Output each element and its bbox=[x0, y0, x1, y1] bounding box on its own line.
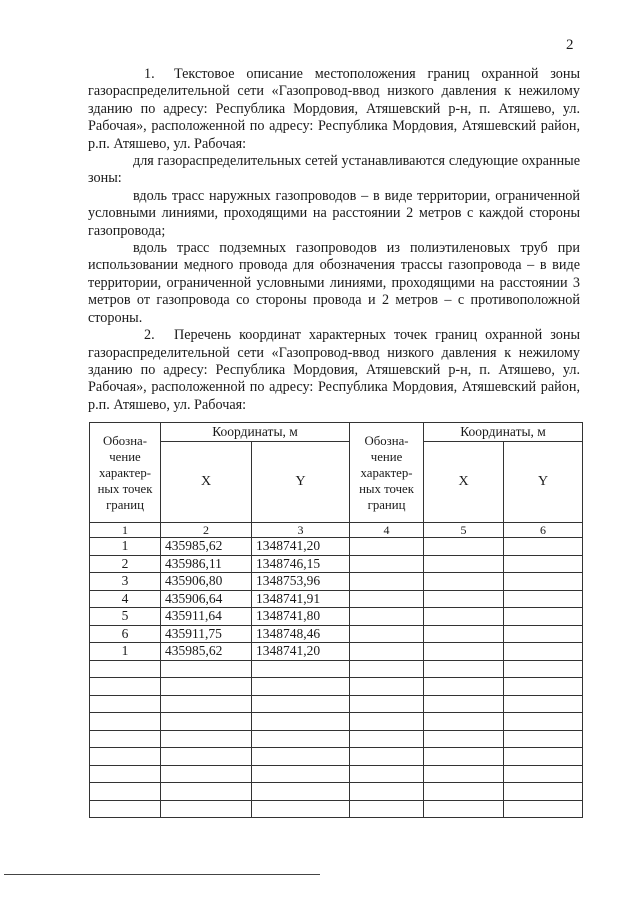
empty-cell bbox=[424, 643, 504, 661]
empty-table-row bbox=[90, 695, 583, 713]
empty-table-row bbox=[90, 713, 583, 731]
column-number-row bbox=[90, 523, 583, 538]
empty-cell bbox=[424, 573, 504, 591]
point-cell: 6 bbox=[90, 625, 161, 643]
x-cell: 435911,75 bbox=[161, 625, 252, 643]
y-cell: 1348741,91 bbox=[252, 590, 350, 608]
document-body bbox=[88, 66, 580, 414]
y-cell: 1348748,46 bbox=[252, 625, 350, 643]
empty-cell bbox=[350, 643, 424, 661]
empty-table-row bbox=[90, 765, 583, 783]
table-row bbox=[90, 555, 583, 573]
empty-cell bbox=[504, 608, 583, 626]
empty-cell bbox=[504, 643, 583, 661]
x-cell: 435985,62 bbox=[161, 538, 252, 556]
empty-cell bbox=[424, 555, 504, 573]
empty-cell bbox=[350, 608, 424, 626]
column-number: 5 bbox=[424, 523, 504, 538]
table-row bbox=[90, 625, 583, 643]
empty-cell bbox=[350, 538, 424, 556]
x-cell: 435985,62 bbox=[161, 643, 252, 661]
table-row bbox=[90, 590, 583, 608]
column-number: 3 bbox=[252, 523, 350, 538]
empty-cell bbox=[424, 538, 504, 556]
footer-divider bbox=[4, 874, 320, 875]
header-x-left: X bbox=[161, 442, 252, 523]
column-number: 1 bbox=[90, 523, 161, 538]
empty-cell bbox=[504, 555, 583, 573]
section-1-number: 1. bbox=[144, 66, 155, 82]
point-cell: 2 bbox=[90, 555, 161, 573]
section-1-para-a: для газораспределительных сетей устанавливаются следующие охранные зоны: bbox=[88, 153, 580, 187]
empty-cell bbox=[350, 625, 424, 643]
empty-cell bbox=[504, 538, 583, 556]
header-y-left: Y bbox=[252, 442, 350, 523]
empty-cell bbox=[350, 590, 424, 608]
empty-cell bbox=[504, 573, 583, 591]
empty-table-row bbox=[90, 730, 583, 748]
empty-table-row bbox=[90, 678, 583, 696]
header-point-left: Обозна-чение характер-ных точек границ bbox=[90, 423, 161, 523]
empty-cell bbox=[350, 573, 424, 591]
section-2-number: 2. bbox=[144, 327, 155, 344]
header-x-right: X bbox=[424, 442, 504, 523]
section-2-text: Перечень координат характерных точек границ охранной зоны газораспределительной сети «Газопровод-ввод низкого давления к нежилому зданию по адресу: Республика Мордовия, Атяшевский р-н, п. Атяшево, ул. Рабочая», расположенной по адресу: Республика Мордовия, Атяшевский район, р.п. Атяшево, ул. Рабочая: bbox=[88, 327, 580, 413]
section-2-intro bbox=[88, 327, 580, 414]
y-cell: 1348741,80 bbox=[252, 608, 350, 626]
x-cell: 435906,80 bbox=[161, 573, 252, 591]
y-cell: 1348741,20 bbox=[252, 538, 350, 556]
coordinates-table bbox=[89, 422, 583, 818]
section-1-text: Текстовое описание местоположения границ охранной зоны газораспределительной сети «Газопровод-ввод низкого давления к нежилому зданию по адресу: Республика Мордовия, Атяшевский р-н, п. Атяшево, ул. Рабочая», расположенной по адресу: Республика Мордовия, Атяшевский район, р.п. Атяшево, ул. Рабочая: bbox=[88, 66, 580, 152]
empty-cell bbox=[350, 555, 424, 573]
empty-cell bbox=[504, 590, 583, 608]
empty-cell bbox=[424, 590, 504, 608]
empty-table-row bbox=[90, 800, 583, 818]
point-cell: 1 bbox=[90, 538, 161, 556]
empty-cell bbox=[504, 625, 583, 643]
point-cell: 1 bbox=[90, 643, 161, 661]
x-cell: 435986,11 bbox=[161, 555, 252, 573]
point-cell: 4 bbox=[90, 590, 161, 608]
column-number: 6 bbox=[504, 523, 583, 538]
section-1-intro bbox=[88, 66, 580, 153]
empty-table-row bbox=[90, 660, 583, 678]
section-1-para-c: вдоль трасс подземных газопроводов из полиэтиленовых труб при использовании медного провода для обозначения трассы газопровода – в виде территории, ограниченной условными линиями, проходящими на расстоянии 3 метров от газопровода со стороны провода и 2 метров – с противоположной стороны. bbox=[88, 240, 580, 326]
point-cell: 5 bbox=[90, 608, 161, 626]
empty-cell bbox=[424, 625, 504, 643]
header-point-right: Обозна-чение характер-ных точек границ bbox=[350, 423, 424, 523]
empty-table-row bbox=[90, 783, 583, 801]
table-row bbox=[90, 643, 583, 661]
section-1-para-b: вдоль трасс наружных газопроводов – в виде территории, ограниченной условными линиями, проходящими на расстоянии 2 метров с каждой стороны газопровода; bbox=[88, 187, 580, 239]
y-cell: 1348741,20 bbox=[252, 643, 350, 661]
table-row bbox=[90, 538, 583, 556]
page-number: 2 bbox=[566, 37, 574, 53]
header-y-right: Y bbox=[504, 442, 583, 523]
empty-table-row bbox=[90, 748, 583, 766]
column-number: 4 bbox=[350, 523, 424, 538]
header-coords-right: Координаты, м bbox=[424, 423, 583, 442]
point-cell: 3 bbox=[90, 573, 161, 591]
x-cell: 435911,64 bbox=[161, 608, 252, 626]
column-number: 2 bbox=[161, 523, 252, 538]
x-cell: 435906,64 bbox=[161, 590, 252, 608]
empty-cell bbox=[424, 608, 504, 626]
y-cell: 1348746,15 bbox=[252, 555, 350, 573]
table-row bbox=[90, 608, 583, 626]
table-row bbox=[90, 573, 583, 591]
y-cell: 1348753,96 bbox=[252, 573, 350, 591]
header-coords-left: Координаты, м bbox=[161, 423, 350, 442]
